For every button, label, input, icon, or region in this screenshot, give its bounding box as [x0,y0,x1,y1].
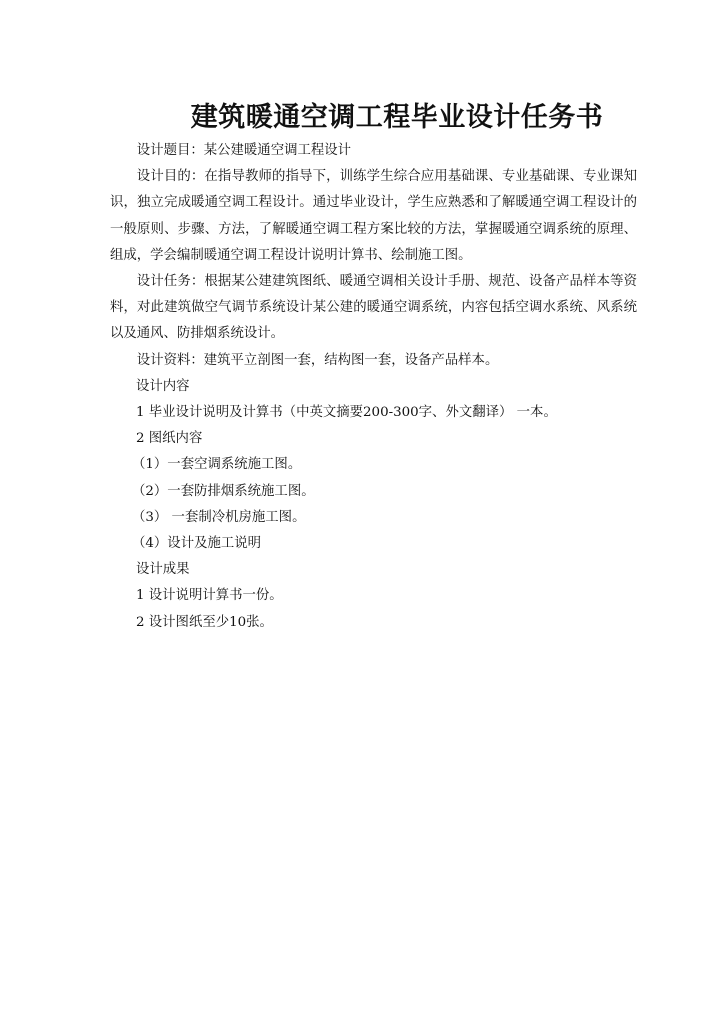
results-item-1: 1 设计说明计算书一份。 [136,588,283,604]
design-materials: 设计资料：建筑平立剖图一套，结构图一套，设备产品样本。 [136,352,499,368]
content-heading: 设计内容 [136,378,190,394]
drawing-item-3: （3） 一套制冷机房施工图。 [132,509,306,525]
drawing-item-2: （2）一套防排烟系统施工图。 [132,483,315,499]
content-item-1: 1 毕业设计说明及计算书（中英文摘要200-300字、外文翻译） 一本。 [136,405,557,421]
document-body [110,138,637,636]
design-purpose: 设计目的：在指导教师的指导下，训练学生综合应用基础课、专业基础课、专业课知识，独立完成暖通空调工程设计。通过毕业设计，学生应熟悉和了解暖通空调工程设计的一般原则、步骤、方法，了解暖通空调工程方案比较的方法，掌握暖通空调系统的原理、组成，学会编制暖通空调工程设计说明计算书、绘制施工图。 [110,169,637,263]
design-topic: 设计题目：某公建暖通空调工程设计 [136,143,352,158]
results-heading: 设计成果 [136,562,190,578]
results-item-2: 2 设计图纸至少10张。 [136,614,273,630]
document-title: 建筑暖通空调工程毕业设计任务书 [190,102,604,133]
content-item-2: 2 图纸内容 [136,431,203,447]
design-task: 设计任务：根据某公建建筑图纸、暖通空调相关设计手册、规范、设备产品样本等资料，对此建筑做空气调节系统设计某公建的暖通空调系统，内容包括空调水系统、风系统以及通风、防排烟系统设计。 [110,274,637,342]
drawing-item-4: （4）设计及施工说明 [132,536,262,552]
drawing-item-1: （1）一套空调系统施工图。 [132,457,302,473]
